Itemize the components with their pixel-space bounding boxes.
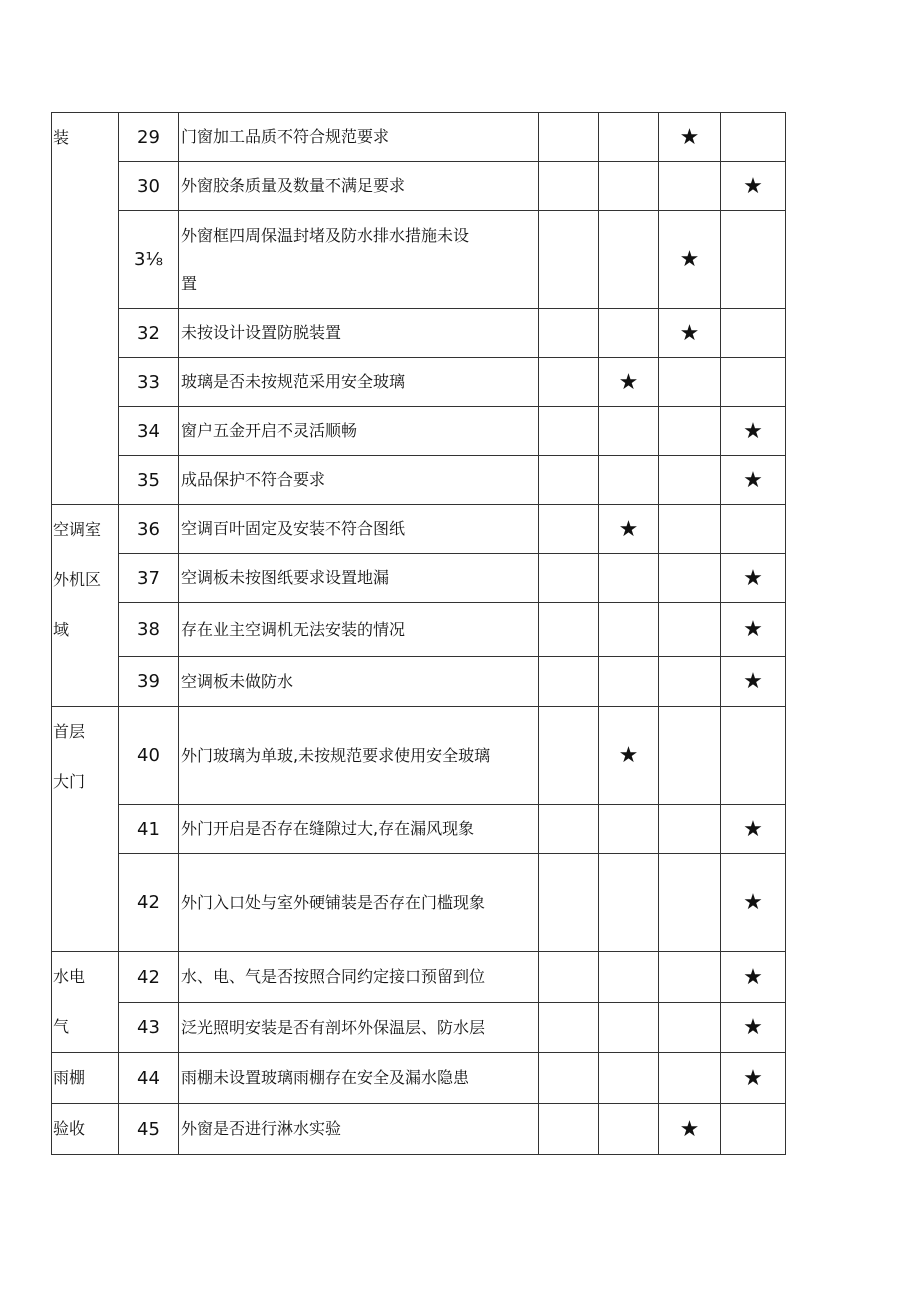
- table-row: [52, 854, 786, 952]
- rating-cell-4: [721, 657, 786, 707]
- rating-cell-1: [539, 854, 599, 952]
- rating-cell-4: [721, 707, 786, 805]
- item-description: [179, 1104, 539, 1155]
- rating-cell-4: [721, 1104, 786, 1155]
- item-description: [179, 211, 539, 309]
- star-icon: ★: [743, 669, 763, 694]
- rating-cell-4: [721, 309, 786, 358]
- category-label: 水电气: [53, 967, 86, 1036]
- item-description-text: 存在业主空调机无法安装的情况: [181, 619, 406, 639]
- rating-cell-1: [539, 657, 599, 707]
- star-icon: ★: [743, 964, 763, 990]
- rating-cell-4: [721, 554, 786, 603]
- item-description: [179, 854, 539, 952]
- rating-cell-1: [539, 113, 599, 162]
- rating-cell-4: [721, 1053, 786, 1104]
- table-row: [52, 805, 786, 854]
- table-row: [52, 456, 786, 505]
- table-row: [52, 505, 786, 554]
- rating-cell-1: [539, 1053, 599, 1104]
- rating-cell-1: [539, 952, 599, 1003]
- rating-cell-3: [659, 1104, 721, 1155]
- rating-cell-4: [721, 952, 786, 1003]
- table-row: [52, 162, 786, 211]
- category-cell: [52, 952, 119, 1053]
- item-description-text: 泛光照明安装是否有剖坏外保温层、防水层: [181, 1017, 486, 1037]
- star-icon: ★: [743, 890, 763, 915]
- rating-cell-3: [659, 657, 721, 707]
- item-description: [179, 309, 539, 358]
- item-number: 34: [119, 407, 179, 456]
- rating-cell-3: [659, 456, 721, 505]
- rating-cell-3: [659, 309, 721, 358]
- rating-cell-1: [539, 505, 599, 554]
- rating-cell-3: [659, 554, 721, 603]
- rating-cell-3: [659, 211, 721, 309]
- item-number: 39: [119, 657, 179, 707]
- rating-cell-2: [599, 554, 659, 603]
- item-description: [179, 456, 539, 505]
- rating-cell-4: [721, 162, 786, 211]
- category-label: 验收: [53, 1119, 86, 1138]
- item-number: 42: [119, 854, 179, 952]
- rating-cell-2: [599, 1104, 659, 1155]
- category-label: 装: [53, 128, 70, 147]
- item-description-text: 水、电、气是否按照合同约定接口预留到位: [181, 967, 486, 986]
- item-description-text: 门窗加工品质不符合规范要求: [181, 127, 390, 146]
- item-description: [179, 1003, 539, 1053]
- table-row: [52, 113, 786, 162]
- item-description-text: 外门开启是否存在缝隙过大,存在漏风现象: [181, 819, 475, 838]
- star-icon: ★: [743, 173, 763, 199]
- item-description-text: 雨棚未设置玻璃雨棚存在安全及漏水隐患: [181, 1068, 470, 1087]
- rating-cell-3: [659, 113, 721, 162]
- table-row: [52, 554, 786, 603]
- rating-cell-2: [599, 309, 659, 358]
- table-row: [52, 952, 786, 1003]
- rating-cell-3: [659, 407, 721, 456]
- star-icon: ★: [618, 516, 639, 542]
- rating-cell-4: [721, 854, 786, 952]
- star-icon: ★: [743, 1065, 763, 1091]
- item-number: 30: [119, 162, 179, 211]
- star-icon: ★: [618, 369, 639, 395]
- rating-cell-1: [539, 554, 599, 603]
- item-number: 35: [119, 456, 179, 505]
- rating-cell-4: [721, 805, 786, 854]
- rating-cell-2: [599, 1053, 659, 1104]
- rating-cell-1: [539, 1003, 599, 1053]
- rating-cell-2: [599, 358, 659, 407]
- table-row: [52, 1053, 786, 1104]
- rating-cell-3: [659, 1053, 721, 1104]
- star-icon: ★: [743, 1015, 763, 1040]
- rating-cell-1: [539, 456, 599, 505]
- item-number: 3⅛: [119, 211, 179, 309]
- star-icon: ★: [679, 320, 700, 346]
- rating-cell-4: [721, 407, 786, 456]
- rating-cell-2: [599, 211, 659, 309]
- category-cell: [52, 113, 119, 505]
- rating-cell-2: [599, 657, 659, 707]
- rating-cell-4: [721, 505, 786, 554]
- category-label: 首层大门: [53, 722, 86, 791]
- rating-cell-4: [721, 1003, 786, 1053]
- item-description: [179, 407, 539, 456]
- rating-cell-4: [721, 456, 786, 505]
- item-description-text: 空调板未按图纸要求设置地漏: [181, 568, 390, 587]
- item-description: [179, 505, 539, 554]
- rating-cell-1: [539, 162, 599, 211]
- rating-cell-2: [599, 505, 659, 554]
- category-label: 雨棚: [53, 1068, 86, 1087]
- item-number: 41: [119, 805, 179, 854]
- star-icon: ★: [679, 124, 700, 150]
- rating-cell-1: [539, 805, 599, 854]
- item-number: 42: [119, 952, 179, 1003]
- item-description-text: 未按设计设置防脱装置: [181, 323, 342, 342]
- item-description: [179, 952, 539, 1003]
- rating-cell-2: [599, 1003, 659, 1053]
- item-description: [179, 603, 539, 657]
- table-row: [52, 1003, 786, 1053]
- item-description-text: 成品保护不符合要求: [181, 470, 326, 489]
- star-icon: ★: [743, 816, 763, 842]
- rating-cell-1: [539, 407, 599, 456]
- rating-cell-4: [721, 211, 786, 309]
- item-number: 37: [119, 554, 179, 603]
- item-description-text: 外门玻璃为单玻,未按规范要求使用安全玻璃: [181, 745, 491, 765]
- item-description: [179, 1053, 539, 1104]
- category-cell: [52, 505, 119, 707]
- inspection-table: [51, 112, 786, 1155]
- rating-cell-3: [659, 505, 721, 554]
- star-icon: ★: [743, 617, 763, 642]
- rating-cell-3: [659, 854, 721, 952]
- rating-cell-2: [599, 113, 659, 162]
- rating-cell-4: [721, 603, 786, 657]
- item-description-text: 外窗胶条质量及数量不满足要求: [181, 176, 406, 195]
- table-row: [52, 211, 786, 309]
- item-number: 40: [119, 707, 179, 805]
- item-number: 32: [119, 309, 179, 358]
- item-description-text: 外门入口处与室外硬铺装是否存在门槛现象: [181, 892, 486, 912]
- item-number: 43: [119, 1003, 179, 1053]
- rating-cell-3: [659, 1003, 721, 1053]
- star-icon: ★: [679, 247, 700, 272]
- rating-cell-3: [659, 358, 721, 407]
- item-number: 38: [119, 603, 179, 657]
- category-cell: [52, 707, 119, 952]
- category-cell: [52, 1053, 119, 1104]
- rating-cell-3: [659, 952, 721, 1003]
- item-description-text: 窗户五金开启不灵活顺畅: [181, 421, 358, 440]
- rating-cell-3: [659, 603, 721, 657]
- rating-cell-2: [599, 805, 659, 854]
- rating-cell-2: [599, 707, 659, 805]
- table-row: [52, 1104, 786, 1155]
- item-description-text: 外窗框四周保温封堵及防水排水措施未设置: [181, 225, 470, 293]
- item-number: 45: [119, 1104, 179, 1155]
- rating-cell-2: [599, 162, 659, 211]
- item-description: [179, 358, 539, 407]
- rating-cell-2: [599, 854, 659, 952]
- item-description: [179, 554, 539, 603]
- rating-cell-2: [599, 603, 659, 657]
- inspection-table-body: [52, 113, 786, 1155]
- item-number: 44: [119, 1053, 179, 1104]
- table-row: [52, 657, 786, 707]
- table-row: [52, 603, 786, 657]
- item-number: 36: [119, 505, 179, 554]
- category-label: 空调室外机区域: [53, 520, 102, 639]
- item-description-text: 空调板未做防水: [181, 671, 294, 691]
- rating-cell-3: [659, 805, 721, 854]
- table-row: [52, 309, 786, 358]
- rating-cell-3: [659, 707, 721, 805]
- rating-cell-2: [599, 407, 659, 456]
- item-description-text: 外窗是否进行淋水实验: [181, 1119, 342, 1138]
- star-icon: ★: [679, 1116, 700, 1142]
- item-description-text: 玻璃是否未按规范采用安全玻璃: [181, 372, 406, 391]
- rating-cell-4: [721, 113, 786, 162]
- rating-cell-1: [539, 358, 599, 407]
- rating-cell-3: [659, 162, 721, 211]
- rating-cell-1: [539, 309, 599, 358]
- table-row: [52, 407, 786, 456]
- rating-cell-2: [599, 952, 659, 1003]
- table-row: [52, 707, 786, 805]
- item-number: 29: [119, 113, 179, 162]
- item-description: [179, 113, 539, 162]
- item-description: [179, 805, 539, 854]
- rating-cell-1: [539, 603, 599, 657]
- item-number: 33: [119, 358, 179, 407]
- star-icon: ★: [743, 467, 763, 493]
- rating-cell-4: [721, 358, 786, 407]
- rating-cell-1: [539, 211, 599, 309]
- star-icon: ★: [618, 743, 639, 768]
- item-description: [179, 162, 539, 211]
- item-description-text: 空调百叶固定及安装不符合图纸: [181, 519, 406, 538]
- star-icon: ★: [743, 418, 763, 444]
- star-icon: ★: [743, 565, 763, 591]
- rating-cell-1: [539, 707, 599, 805]
- category-cell: [52, 1104, 119, 1155]
- rating-cell-2: [599, 456, 659, 505]
- item-description: [179, 707, 539, 805]
- rating-cell-1: [539, 1104, 599, 1155]
- item-description: [179, 657, 539, 707]
- table-row: [52, 358, 786, 407]
